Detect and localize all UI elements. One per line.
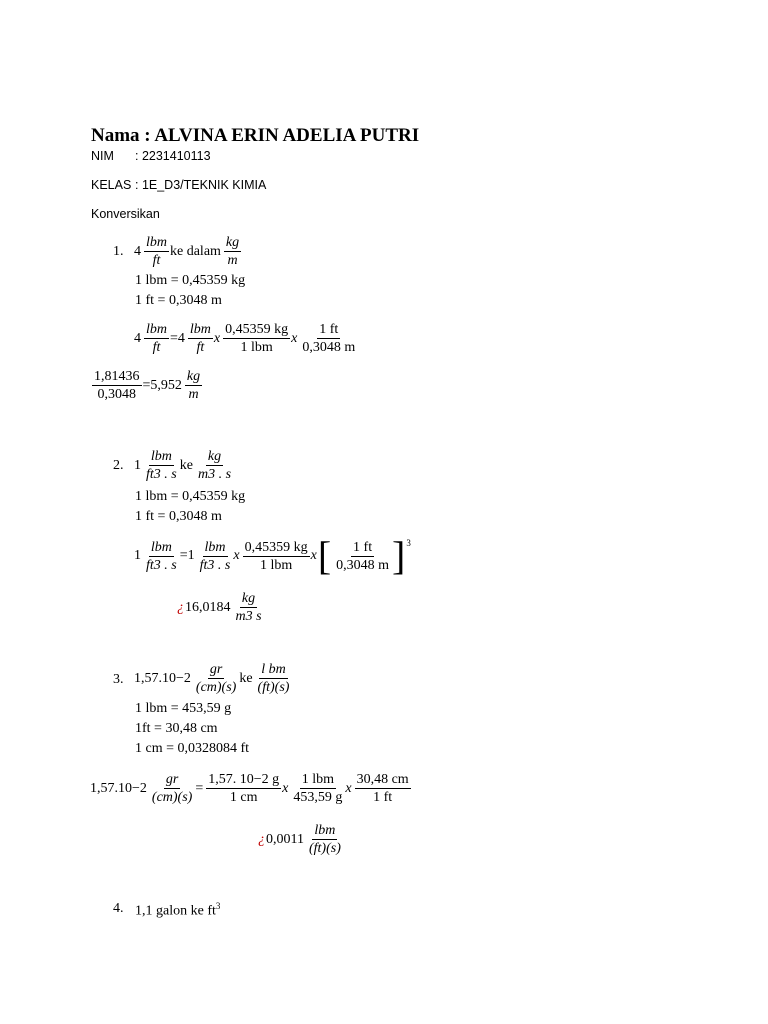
eq1-rhs-coef: =4 [170, 330, 185, 346]
eq1-times-1: x [213, 330, 221, 346]
problem-1-number: 1. [113, 244, 124, 259]
eq1-f3-num: 1 ft [319, 322, 339, 337]
nim-value: : 2231410113 [135, 149, 211, 163]
r2-unit-num: kg [241, 591, 256, 606]
eq1-f3-den: 0,3048 m [302, 340, 356, 355]
eq3-equals: = [195, 780, 204, 796]
nim-label: NIM [91, 149, 114, 163]
r3-unit-num: lbm [314, 823, 336, 838]
eq2-rhs-coef: =1 [179, 548, 195, 563]
student-name: Nama : ALVINA ERIN ADELIA PUTRI [91, 125, 420, 146]
q2-target-den: m3 . s [197, 467, 232, 482]
right-bracket: ] [392, 533, 406, 578]
problem-2-equation [134, 533, 412, 578]
eq1-f1-num: lbm [189, 322, 211, 337]
eq1-times-2: x [291, 330, 298, 346]
problem-3-question [134, 661, 292, 696]
r1-unit-num: kg [186, 369, 201, 384]
eq1-f2-den: 1 lbm [240, 340, 273, 355]
q2-num: lbm [150, 449, 172, 464]
kelas-label: KELAS [91, 178, 132, 192]
r1-num: 1,81436 [94, 369, 140, 384]
problem-1-fact-2: 1 ft = 0,3048 m [135, 293, 222, 308]
q3-den: (cm)(s) [195, 680, 237, 695]
r2-mark: ¿ [177, 599, 184, 615]
r1-value: =5,952 [142, 377, 182, 393]
eq3-f3-num: 30,48 cm [356, 772, 409, 787]
eq1-f1-den: ft [196, 340, 205, 355]
left-bracket: [ [317, 533, 332, 578]
q2-coef: 1 [134, 457, 141, 473]
problem-4-number: 4. [113, 901, 124, 916]
problem-2-question [134, 448, 234, 483]
eq2-f2-den: 1 lbm [259, 557, 293, 573]
r3-mark: ¿ [258, 831, 265, 847]
kelas-value: : 1E_D3/TEKNIK KIMIA [135, 178, 267, 192]
eq2-power: 3 [406, 538, 411, 548]
problem-1-fact-1: 1 lbm = 0,45359 kg [135, 273, 246, 288]
eq1-lhs-den: ft [152, 340, 161, 355]
eq3-times-1: x [282, 780, 289, 796]
r2-unit-den: m3 s [235, 609, 262, 624]
r1-den: 0,3048 [97, 387, 136, 402]
eq2-f1-num: lbm [204, 539, 226, 555]
q1-den: ft [152, 253, 161, 268]
eq2-f3-num: 1 ft [353, 539, 373, 555]
eq3-times-2: x [345, 780, 352, 796]
q3-target-num: l bm [261, 662, 286, 677]
eq2-f3-den: 0,3048 m [336, 557, 390, 573]
eq2-times-1: x [233, 548, 240, 563]
problem-1-result [90, 368, 203, 403]
q1-target-num: kg [225, 235, 240, 250]
r1-unit-den: m [188, 387, 199, 402]
q3-target-den: (ft)(s) [257, 680, 290, 695]
q2-mid: ke [179, 457, 193, 473]
q3-num: gr [209, 662, 223, 677]
q2-den: ft3 . s [146, 467, 177, 482]
eq1-lhs-num: lbm [146, 322, 167, 337]
problem-2-result [177, 590, 265, 625]
problem-1-question [134, 234, 242, 269]
eq2-lhs-coef: 1 [134, 548, 141, 563]
eq1-f2-num: 0,45359 kg [225, 322, 289, 337]
problem-3-equation [90, 771, 412, 806]
q4-text: 1,1 galon ke ft [135, 903, 216, 919]
problem-1-equation [134, 321, 358, 356]
q3-coef: 1,57.10−2 [134, 670, 191, 686]
eq3-lhs-den: (cm)(s) [151, 790, 193, 805]
eq2-lhs-num: lbm [150, 539, 172, 555]
problem-2-number: 2. [113, 458, 124, 473]
r3-value: 0,0011 [266, 831, 304, 847]
problem-3-fact-2: 1ft = 30,48 cm [135, 721, 218, 736]
section-heading: Konversikan [91, 207, 160, 221]
problem-2-fact-2: 1 ft = 0,3048 m [135, 509, 222, 524]
eq2-f2-num: 0,45359 kg [244, 539, 308, 555]
problem-3-number: 3. [113, 672, 124, 687]
q1-target-den: m [227, 253, 238, 268]
q2-target-num: kg [207, 449, 222, 464]
r3-unit-den: (ft)(s) [308, 841, 341, 856]
problem-3-fact-3: 1 cm = 0,0328084 ft [135, 741, 250, 756]
eq3-f3-den: 1 ft [373, 790, 393, 805]
eq1-lhs-coef: 4 [134, 330, 141, 346]
r2-value: 16,0184 [185, 599, 231, 615]
eq2-times-2: x [310, 548, 317, 563]
problem-4-question [135, 901, 220, 920]
eq3-f2-num: 1 lbm [301, 772, 334, 787]
problem-3-fact-1: 1 lbm = 453,59 g [135, 701, 232, 716]
q1-num: lbm [146, 235, 167, 250]
eq3-lhs-num: gr [165, 772, 179, 787]
q3-mid: ke [239, 670, 253, 686]
eq3-f2-den: 453,59 g [293, 790, 343, 805]
problem-3-result [258, 822, 344, 857]
eq3-lhs-coef: 1,57.10−2 [90, 780, 147, 796]
eq3-f1-den: 1 cm [229, 790, 258, 805]
q1-mid: ke dalam [170, 243, 221, 259]
eq2-f1-den: ft3 . s [199, 557, 231, 573]
q1-coef: 4 [134, 243, 141, 259]
q4-sup: 3 [215, 901, 221, 911]
problem-2-fact-1: 1 lbm = 0,45359 kg [135, 489, 246, 504]
eq2-lhs-den: ft3 . s [146, 557, 177, 573]
eq3-f1-num: 1,57. 10−2 g [208, 772, 280, 787]
